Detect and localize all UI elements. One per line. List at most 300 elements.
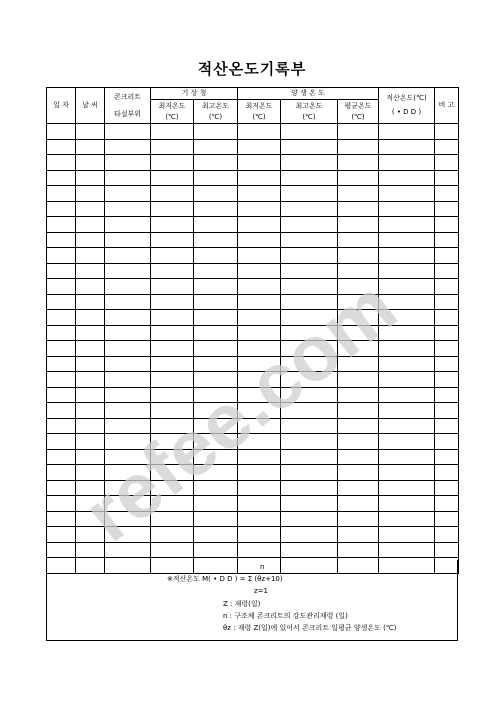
- table-cell[interactable]: [281, 186, 338, 202]
- table-cell[interactable]: [194, 263, 238, 279]
- table-cell[interactable]: [281, 310, 338, 326]
- table-cell[interactable]: [435, 496, 459, 512]
- table-cell[interactable]: [435, 155, 459, 171]
- table-cell[interactable]: [105, 325, 151, 341]
- table-cell[interactable]: [281, 170, 338, 186]
- table-cell[interactable]: [194, 511, 238, 527]
- table-cell[interactable]: [379, 341, 435, 357]
- table-cell[interactable]: [47, 418, 76, 434]
- table-cell[interactable]: [435, 232, 459, 248]
- table-cell[interactable]: [435, 403, 459, 419]
- table-cell[interactable]: [238, 465, 281, 481]
- table-cell[interactable]: [238, 496, 281, 512]
- table-cell[interactable]: [379, 356, 435, 372]
- table-cell[interactable]: [379, 139, 435, 155]
- table-cell[interactable]: [281, 341, 338, 357]
- table-cell[interactable]: [194, 403, 238, 419]
- table-cell[interactable]: [238, 511, 281, 527]
- table-cell[interactable]: [435, 279, 459, 295]
- table-cell[interactable]: [238, 201, 281, 217]
- table-cell[interactable]: [379, 434, 435, 450]
- table-cell[interactable]: [379, 511, 435, 527]
- table-cell[interactable]: [281, 325, 338, 341]
- table-cell[interactable]: [47, 263, 76, 279]
- table-cell[interactable]: [47, 527, 76, 543]
- table-cell[interactable]: [194, 248, 238, 264]
- table-cell[interactable]: [76, 356, 105, 372]
- table-cell[interactable]: [238, 403, 281, 419]
- table-cell[interactable]: [194, 310, 238, 326]
- table-cell[interactable]: [194, 341, 238, 357]
- table-cell[interactable]: [194, 465, 238, 481]
- table-cell[interactable]: [435, 542, 459, 558]
- table-cell[interactable]: [379, 387, 435, 403]
- col-air-min: [151, 100, 194, 124]
- table-cell[interactable]: [105, 465, 151, 481]
- table-cell[interactable]: [76, 155, 105, 171]
- table-cell[interactable]: [379, 480, 435, 496]
- table-cell[interactable]: [47, 248, 76, 264]
- table-cell[interactable]: [76, 403, 105, 419]
- table-cell[interactable]: [338, 527, 379, 543]
- table-cell[interactable]: [151, 124, 194, 140]
- table-cell[interactable]: [151, 372, 194, 388]
- table-cell[interactable]: [105, 263, 151, 279]
- table-cell[interactable]: [281, 387, 338, 403]
- table-cell[interactable]: [281, 279, 338, 295]
- table-cell[interactable]: [76, 527, 105, 543]
- table-cell[interactable]: [151, 325, 194, 341]
- table-cell[interactable]: [281, 496, 338, 512]
- table-cell[interactable]: [338, 232, 379, 248]
- table-cell[interactable]: [105, 248, 151, 264]
- table-cell[interactable]: [105, 341, 151, 357]
- table-row: [47, 325, 459, 341]
- table-cell[interactable]: [151, 434, 194, 450]
- table-cell[interactable]: [47, 356, 76, 372]
- table-cell[interactable]: [238, 248, 281, 264]
- table-cell[interactable]: [47, 372, 76, 388]
- table-cell[interactable]: [281, 201, 338, 217]
- table-cell[interactable]: [105, 403, 151, 419]
- table-cell[interactable]: [105, 372, 151, 388]
- table-cell[interactable]: [281, 542, 338, 558]
- table-cell[interactable]: [379, 418, 435, 434]
- table-cell[interactable]: [151, 170, 194, 186]
- table-cell[interactable]: [76, 511, 105, 527]
- table-cell[interactable]: [47, 542, 76, 558]
- table-cell[interactable]: [194, 170, 238, 186]
- table-cell[interactable]: [105, 511, 151, 527]
- table-cell[interactable]: [338, 434, 379, 450]
- table-cell[interactable]: [435, 527, 459, 543]
- table-cell[interactable]: [238, 279, 281, 295]
- table-cell[interactable]: [105, 356, 151, 372]
- table-cell[interactable]: [151, 294, 194, 310]
- table-cell[interactable]: [238, 325, 281, 341]
- table-cell[interactable]: [435, 325, 459, 341]
- watermark: refee.com: [67, 261, 412, 559]
- col-cumulative-label: 적산온도(℃): [386, 94, 427, 102]
- table-cell[interactable]: [151, 310, 194, 326]
- table-cell[interactable]: [238, 527, 281, 543]
- table-cell[interactable]: [151, 527, 194, 543]
- table-cell[interactable]: [151, 418, 194, 434]
- table-cell[interactable]: [379, 449, 435, 465]
- table-row: [47, 201, 459, 217]
- table-cell[interactable]: [338, 201, 379, 217]
- table-cell[interactable]: [379, 325, 435, 341]
- table-cell[interactable]: [76, 217, 105, 233]
- table-cell[interactable]: [435, 170, 459, 186]
- table-cell[interactable]: [47, 341, 76, 357]
- table-cell[interactable]: [105, 449, 151, 465]
- table-cell[interactable]: [47, 294, 76, 310]
- table-cell[interactable]: [238, 155, 281, 171]
- table-cell[interactable]: [194, 449, 238, 465]
- table-cell[interactable]: [151, 511, 194, 527]
- table-cell[interactable]: [105, 186, 151, 202]
- col-cumulative: [379, 88, 435, 124]
- table-cell[interactable]: [379, 248, 435, 264]
- table-cell[interactable]: [379, 542, 435, 558]
- table-cell[interactable]: [435, 511, 459, 527]
- table-cell[interactable]: [338, 418, 379, 434]
- table-cell[interactable]: [435, 356, 459, 372]
- table-cell[interactable]: [194, 201, 238, 217]
- table-cell[interactable]: [194, 232, 238, 248]
- table-cell[interactable]: [338, 139, 379, 155]
- table-cell[interactable]: [435, 248, 459, 264]
- table-cell[interactable]: [47, 387, 76, 403]
- table-cell[interactable]: [194, 356, 238, 372]
- table-cell[interactable]: [47, 310, 76, 326]
- table-cell[interactable]: [338, 387, 379, 403]
- table-cell[interactable]: [338, 325, 379, 341]
- table-cell[interactable]: [435, 217, 459, 233]
- table-cell[interactable]: [379, 372, 435, 388]
- table-cell[interactable]: [435, 341, 459, 357]
- table-cell[interactable]: [151, 232, 194, 248]
- table-cell[interactable]: [379, 124, 435, 140]
- table-cell[interactable]: [105, 279, 151, 295]
- table-cell[interactable]: [76, 170, 105, 186]
- col-cure-max-unit: (℃): [302, 112, 316, 121]
- table-cell[interactable]: [105, 542, 151, 558]
- table-cell[interactable]: [194, 496, 238, 512]
- table-cell[interactable]: [338, 372, 379, 388]
- table-cell[interactable]: [435, 201, 459, 217]
- table-cell[interactable]: [105, 139, 151, 155]
- table-cell[interactable]: [76, 294, 105, 310]
- table-row: [47, 403, 459, 419]
- table-cell[interactable]: [105, 434, 151, 450]
- table-cell[interactable]: [379, 170, 435, 186]
- table-cell[interactable]: [47, 139, 76, 155]
- table-cell[interactable]: [338, 480, 379, 496]
- table-cell[interactable]: [76, 186, 105, 202]
- table-cell[interactable]: [151, 341, 194, 357]
- table-cell[interactable]: [76, 232, 105, 248]
- table-cell[interactable]: [238, 217, 281, 233]
- table-cell[interactable]: [151, 155, 194, 171]
- table-cell[interactable]: [238, 310, 281, 326]
- table-cell[interactable]: [47, 325, 76, 341]
- table-cell[interactable]: [338, 496, 379, 512]
- table-cell[interactable]: [338, 186, 379, 202]
- table-cell[interactable]: [105, 496, 151, 512]
- table-cell[interactable]: [47, 279, 76, 295]
- table-cell[interactable]: [435, 434, 459, 450]
- table-row: [47, 496, 459, 512]
- table-cell[interactable]: [76, 263, 105, 279]
- table-cell[interactable]: [435, 372, 459, 388]
- table-cell[interactable]: [379, 403, 435, 419]
- sum-upper-limit: n: [260, 563, 265, 571]
- table-cell[interactable]: [76, 434, 105, 450]
- table-cell[interactable]: [47, 217, 76, 233]
- table-cell[interactable]: [238, 449, 281, 465]
- table-cell[interactable]: [338, 310, 379, 326]
- table-cell[interactable]: [338, 263, 379, 279]
- table-cell[interactable]: [105, 527, 151, 543]
- table-cell[interactable]: [238, 356, 281, 372]
- table-cell[interactable]: [338, 155, 379, 171]
- table-cell[interactable]: [338, 341, 379, 357]
- table-cell[interactable]: [379, 217, 435, 233]
- table-cell[interactable]: [338, 124, 379, 140]
- table-cell[interactable]: [47, 449, 76, 465]
- table-row: [47, 356, 459, 372]
- table-cell[interactable]: [338, 403, 379, 419]
- table-cell[interactable]: [338, 511, 379, 527]
- table-cell[interactable]: [281, 294, 338, 310]
- table-cell[interactable]: [379, 232, 435, 248]
- table-row: [47, 542, 459, 558]
- table-cell[interactable]: [281, 449, 338, 465]
- table-cell[interactable]: [238, 124, 281, 140]
- table-cell[interactable]: [338, 356, 379, 372]
- table-cell[interactable]: [281, 155, 338, 171]
- table-cell[interactable]: [281, 139, 338, 155]
- table-cell[interactable]: [281, 480, 338, 496]
- table-cell[interactable]: [281, 356, 338, 372]
- table-cell[interactable]: [281, 403, 338, 419]
- table-cell[interactable]: [76, 201, 105, 217]
- table-cell[interactable]: [379, 155, 435, 171]
- table-cell[interactable]: [194, 418, 238, 434]
- table-cell[interactable]: [47, 155, 76, 171]
- table-cell[interactable]: [47, 511, 76, 527]
- table-cell[interactable]: [379, 201, 435, 217]
- table-cell[interactable]: [47, 496, 76, 512]
- table-cell[interactable]: [281, 248, 338, 264]
- table-cell[interactable]: [435, 465, 459, 481]
- table-cell[interactable]: [194, 217, 238, 233]
- table-cell[interactable]: [194, 527, 238, 543]
- table-cell[interactable]: [435, 294, 459, 310]
- table-cell[interactable]: [379, 310, 435, 326]
- table-cell[interactable]: [76, 325, 105, 341]
- table-cell[interactable]: [379, 465, 435, 481]
- table-cell[interactable]: [435, 139, 459, 155]
- table-cell[interactable]: [194, 139, 238, 155]
- table-cell[interactable]: [435, 449, 459, 465]
- table-cell[interactable]: [105, 124, 151, 140]
- group-curing-temp: 양 생 온 도: [238, 88, 379, 100]
- table-cell[interactable]: [47, 480, 76, 496]
- table-cell[interactable]: [379, 496, 435, 512]
- table-cell[interactable]: [281, 511, 338, 527]
- table-cell[interactable]: [151, 449, 194, 465]
- table-cell[interactable]: [151, 217, 194, 233]
- table-cell[interactable]: [47, 124, 76, 140]
- table-cell[interactable]: [47, 434, 76, 450]
- table-cell[interactable]: [379, 527, 435, 543]
- table-cell[interactable]: [435, 310, 459, 326]
- col-cure-min-label: 최저온도: [245, 101, 273, 110]
- table-cell[interactable]: [194, 155, 238, 171]
- table-cell[interactable]: [281, 217, 338, 233]
- table-cell[interactable]: [76, 449, 105, 465]
- table-cell[interactable]: [238, 372, 281, 388]
- table-cell[interactable]: [105, 294, 151, 310]
- table-row: [47, 449, 459, 465]
- table-cell[interactable]: [194, 294, 238, 310]
- table-cell[interactable]: [76, 372, 105, 388]
- table-cell[interactable]: [238, 139, 281, 155]
- table-cell[interactable]: [379, 186, 435, 202]
- table-cell[interactable]: [47, 403, 76, 419]
- table-cell[interactable]: [238, 434, 281, 450]
- table-cell[interactable]: [194, 480, 238, 496]
- table-cell[interactable]: [151, 248, 194, 264]
- table-cell[interactable]: [281, 372, 338, 388]
- table-cell[interactable]: [194, 124, 238, 140]
- table-cell[interactable]: [435, 186, 459, 202]
- table-cell[interactable]: [238, 418, 281, 434]
- table-cell[interactable]: [151, 201, 194, 217]
- table-cell[interactable]: [194, 279, 238, 295]
- table-cell[interactable]: [151, 542, 194, 558]
- table-cell[interactable]: [435, 480, 459, 496]
- table-cell[interactable]: [151, 496, 194, 512]
- table-cell[interactable]: [379, 263, 435, 279]
- table-cell[interactable]: [238, 480, 281, 496]
- table-cell[interactable]: [105, 217, 151, 233]
- page-title: 적산온도기록부: [197, 60, 307, 78]
- table-cell[interactable]: [151, 403, 194, 419]
- table-cell[interactable]: [379, 294, 435, 310]
- table-cell[interactable]: [151, 279, 194, 295]
- table-cell[interactable]: [151, 356, 194, 372]
- table-cell[interactable]: [194, 372, 238, 388]
- table-cell[interactable]: [76, 542, 105, 558]
- table-cell[interactable]: [105, 480, 151, 496]
- table-cell[interactable]: [105, 310, 151, 326]
- table-cell[interactable]: [76, 279, 105, 295]
- table-cell[interactable]: [105, 418, 151, 434]
- table-cell[interactable]: [76, 387, 105, 403]
- table-cell[interactable]: [151, 465, 194, 481]
- table-cell[interactable]: [238, 170, 281, 186]
- table-cell[interactable]: [281, 263, 338, 279]
- table-cell[interactable]: [435, 124, 459, 140]
- table-cell[interactable]: [338, 170, 379, 186]
- table-cell[interactable]: [281, 527, 338, 543]
- table-cell[interactable]: [194, 325, 238, 341]
- table-cell[interactable]: [105, 170, 151, 186]
- table-cell[interactable]: [76, 480, 105, 496]
- table-cell[interactable]: [238, 294, 281, 310]
- table-cell[interactable]: [105, 155, 151, 171]
- table-cell[interactable]: [238, 186, 281, 202]
- table-cell[interactable]: [47, 170, 76, 186]
- table-cell[interactable]: [47, 465, 76, 481]
- table-cell[interactable]: [105, 387, 151, 403]
- table-cell[interactable]: [281, 124, 338, 140]
- table-cell[interactable]: [238, 341, 281, 357]
- table-cell[interactable]: [105, 201, 151, 217]
- table-cell[interactable]: [338, 248, 379, 264]
- table-cell[interactable]: [76, 418, 105, 434]
- table-cell[interactable]: [194, 186, 238, 202]
- table-cell[interactable]: [379, 279, 435, 295]
- table-cell[interactable]: [194, 542, 238, 558]
- table-cell[interactable]: [76, 124, 105, 140]
- table-cell[interactable]: [47, 232, 76, 248]
- table-cell[interactable]: [76, 496, 105, 512]
- table-cell[interactable]: [151, 186, 194, 202]
- table-cell[interactable]: [281, 232, 338, 248]
- table-row: [47, 279, 459, 295]
- table-cell[interactable]: [238, 232, 281, 248]
- table-cell[interactable]: [76, 310, 105, 326]
- table-cell[interactable]: [76, 341, 105, 357]
- table-cell[interactable]: [338, 449, 379, 465]
- table-cell[interactable]: [338, 542, 379, 558]
- table-cell[interactable]: [76, 248, 105, 264]
- table-cell[interactable]: [194, 387, 238, 403]
- table-cell[interactable]: [151, 139, 194, 155]
- formula-line: ※적산온도 M( • D D ) = Σ (θz+10): [167, 575, 283, 583]
- table-cell[interactable]: [105, 232, 151, 248]
- table-cell[interactable]: [435, 263, 459, 279]
- table-cell[interactable]: [281, 418, 338, 434]
- table-cell[interactable]: [47, 201, 76, 217]
- table-cell[interactable]: [194, 434, 238, 450]
- table-cell[interactable]: [238, 263, 281, 279]
- table-cell[interactable]: [238, 387, 281, 403]
- table-cell[interactable]: [338, 465, 379, 481]
- col-air-min-unit: (℃): [165, 112, 179, 121]
- table-cell[interactable]: [281, 465, 338, 481]
- col-concrete-top: 콘크리트: [113, 92, 142, 101]
- table-cell[interactable]: [435, 418, 459, 434]
- table-cell[interactable]: [151, 387, 194, 403]
- table-cell[interactable]: [151, 263, 194, 279]
- table-cell[interactable]: [151, 480, 194, 496]
- table-cell[interactable]: [338, 217, 379, 233]
- table-cell[interactable]: [76, 465, 105, 481]
- table-cell[interactable]: [435, 387, 459, 403]
- table-cell[interactable]: [76, 139, 105, 155]
- table-cell[interactable]: [238, 542, 281, 558]
- table-cell[interactable]: [47, 186, 76, 202]
- table-cell[interactable]: [338, 279, 379, 295]
- table-cell[interactable]: [338, 294, 379, 310]
- table-cell[interactable]: [281, 434, 338, 450]
